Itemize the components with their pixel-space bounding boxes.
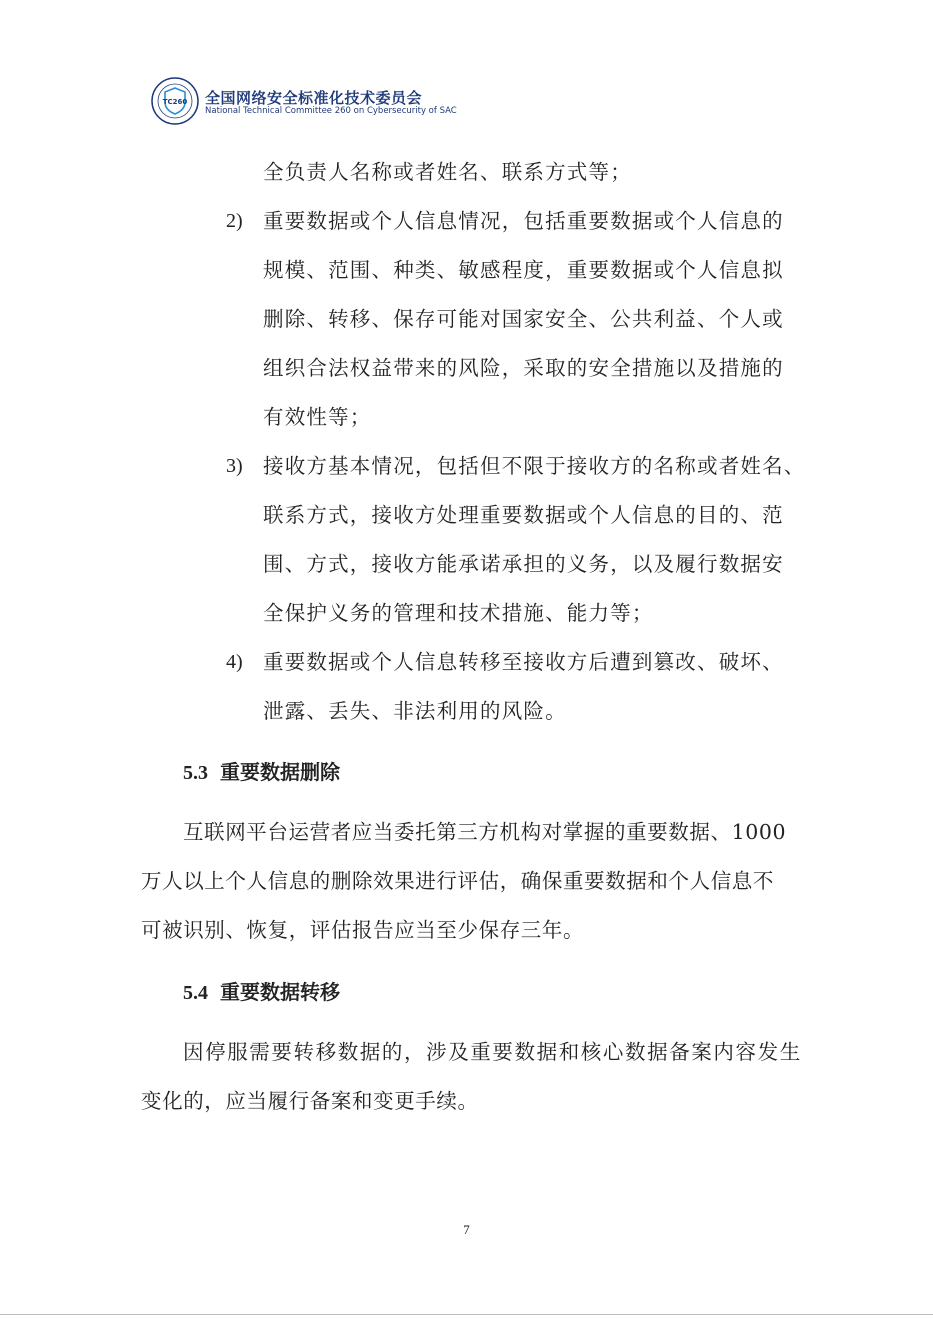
list-item-line: 删除、转移、保存可能对国家安全、公共利益、个人或 xyxy=(263,307,784,331)
section-heading xyxy=(183,760,340,785)
page-number: 7 xyxy=(463,1222,470,1237)
org-name-en: National Technical Committee 260 on Cybersecurity of SAC xyxy=(205,106,457,116)
paragraph-line: 因停服需要转移数据的，涉及重要数据和核心数据备案内容发生 xyxy=(183,1040,802,1064)
section-title: 重要数据转移 xyxy=(220,980,340,1004)
list-item-line: 规模、范围、种类、敏感程度，重要数据或个人信息拟 xyxy=(263,258,784,282)
tc260-seal-icon xyxy=(150,76,200,126)
list-item-line: 有效性等； xyxy=(263,405,372,429)
paragraph-line: 万人以上个人信息的删除效果进行评估，确保重要数据和个人信息不 xyxy=(141,869,774,893)
list-item-number: 4) xyxy=(226,651,243,673)
page-bottom-divider xyxy=(0,1314,933,1315)
seal-text: TC260 xyxy=(162,98,188,106)
paragraph-line: 互联网平台运营者应当委托第三方机构对掌握的重要数据、1000 xyxy=(183,820,787,844)
list-item-line: 重要数据或个人信息转移至接收方后遭到篡改、破坏、 xyxy=(263,650,784,674)
list-item-number: 2) xyxy=(226,210,243,232)
list-item-line: 泄露、丢失、非法利用的风险。 xyxy=(263,699,567,723)
list-item-line: 组织合法权益带来的风险，采取的安全措施以及措施的 xyxy=(263,356,784,380)
section-title: 重要数据删除 xyxy=(220,760,340,784)
list-item-line: 围、方式，接收方能承诺承担的义务，以及履行数据安 xyxy=(263,552,784,576)
list-item-line: 重要数据或个人信息情况，包括重要数据或个人信息的 xyxy=(263,209,784,233)
list-item-line: 联系方式，接收方处理重要数据或个人信息的目的、范 xyxy=(263,503,784,527)
header-logo xyxy=(150,76,457,132)
org-name-cn: 全国网络安全标准化技术委员会 xyxy=(205,89,423,107)
section-number: 5.4 xyxy=(183,982,208,1004)
section-heading xyxy=(183,980,340,1005)
paragraph-line: 可被识别、恢复，评估报告应当至少保存三年。 xyxy=(141,918,585,942)
section-number: 5.3 xyxy=(183,762,208,784)
paragraph-line: 变化的，应当履行备案和变更手续。 xyxy=(141,1089,479,1113)
list-item-line: 接收方基本情况，包括但不限于接收方的名称或者姓名、 xyxy=(263,454,806,478)
list-item-number: 3) xyxy=(226,455,243,477)
continued-line: 全负责人名称或者姓名、联系方式等； xyxy=(263,160,632,184)
list-item-line: 全保护义务的管理和技术措施、能力等； xyxy=(263,601,654,625)
